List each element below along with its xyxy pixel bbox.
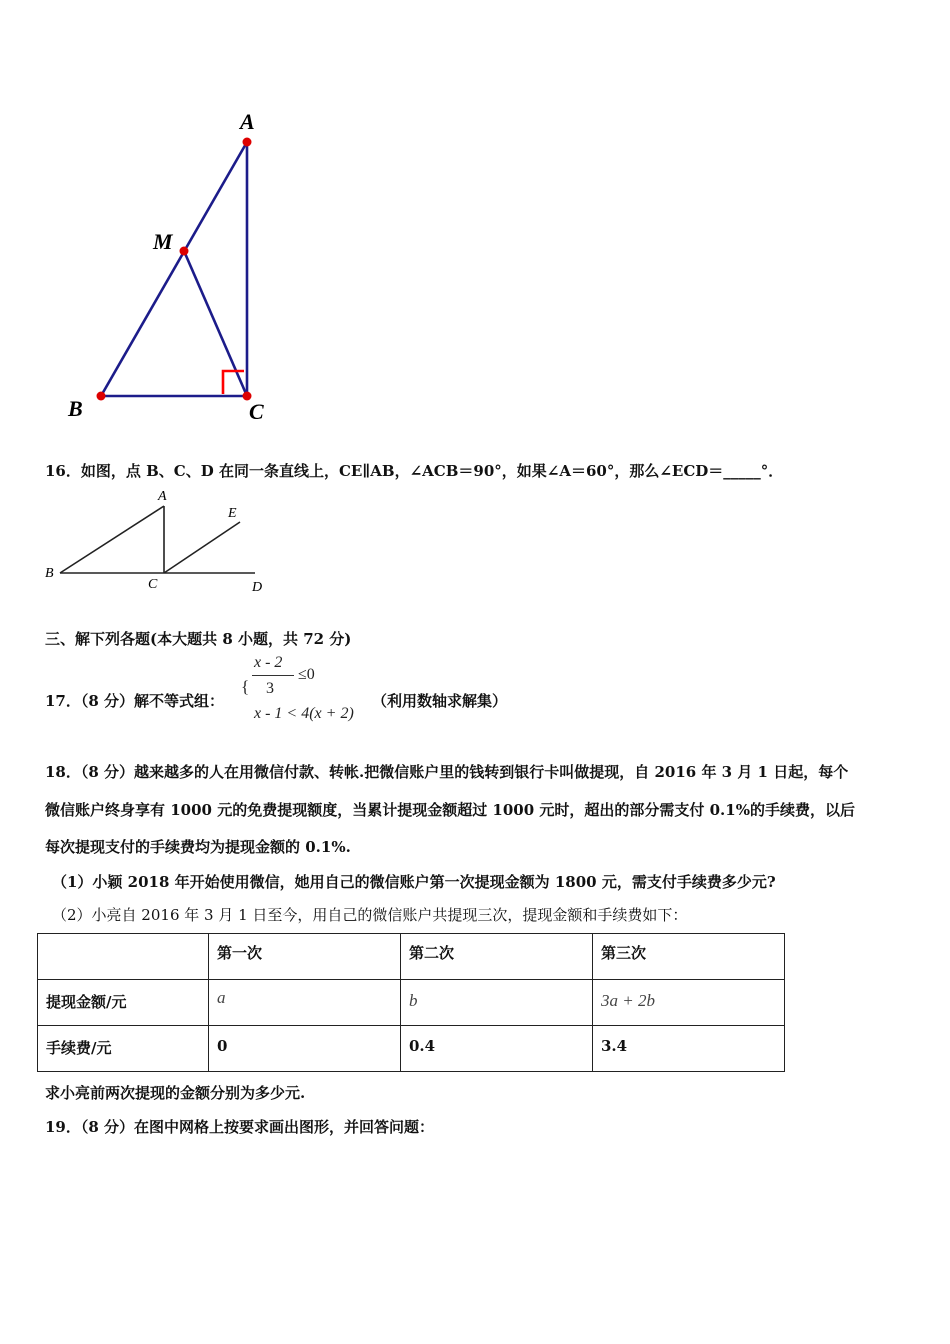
q16-label-b: B	[45, 566, 54, 581]
q16-label-c: C	[148, 577, 158, 592]
q16-number: 16．	[45, 462, 81, 480]
table-header: 第二次	[401, 934, 593, 980]
point-a	[243, 138, 252, 147]
q17-denominator: 3	[266, 680, 274, 697]
q17-numerator: x - 2	[254, 654, 283, 671]
table-header: 第三次	[593, 934, 785, 980]
section3-title: 三、解下列各题(本大题共 8 小题，共 72 分)	[45, 630, 352, 648]
table-cell: 3.4	[593, 1026, 785, 1072]
table-cell: 0.4	[401, 1026, 593, 1072]
q19-text: 19．（8 分）在图中网格上按要求画出图形，并回答问题：	[45, 1118, 435, 1136]
q18-ask: 求小亮前两次提现的金额分别为多少元.	[45, 1084, 306, 1102]
q17-fraction-bar	[252, 675, 294, 676]
withdrawal-table	[37, 933, 785, 1072]
q16-label-d: D	[252, 580, 263, 595]
table-header: 第一次	[209, 934, 401, 980]
q16-body: 如图，点 B、C、D 在同一条直线上，CE∥AB，∠ACB＝90°，如果∠A＝60°，那么∠ECD＝_____°．	[80, 462, 784, 480]
q16-label-a: A	[158, 489, 167, 504]
table-row	[38, 980, 785, 1026]
point-b	[97, 392, 106, 401]
table-header-row	[38, 934, 785, 980]
q16-label-e: E	[228, 506, 237, 521]
label-b: B	[68, 396, 83, 421]
q16-figure	[40, 485, 280, 600]
q17-inequality-2: x - 1 < 4(x + 2)	[254, 705, 354, 722]
q18-sub-1: （1）小颖 2018 年开始使用微信，她用自己的微信账户第一次提现金额为 1800 元，需支付手续费多少元?	[52, 873, 776, 891]
table-cell: b	[401, 980, 593, 1026]
segment-ce	[164, 522, 240, 573]
segment-ab	[101, 142, 247, 396]
point-m	[180, 247, 189, 256]
q17-brace: {	[241, 677, 250, 696]
table-cell: 3a + 2b	[593, 980, 785, 1026]
q17-suffix: （利用数轴求解集）	[372, 692, 508, 710]
q17-le-zero: ≤0	[298, 666, 315, 683]
q16-text	[45, 460, 783, 481]
segment-ba	[60, 506, 164, 573]
table-row-label: 提现金额/元	[38, 980, 209, 1026]
label-a: A	[240, 109, 255, 134]
segment-mc	[184, 251, 247, 396]
table-row-label: 手续费/元	[38, 1026, 209, 1072]
table-cell	[38, 934, 209, 980]
q18-sub-2: （2）小亮自 2016 年 3 月 1 日至今，用自己的微信账户共提现三次，提现金额和手续费如下：	[52, 906, 688, 924]
triangle-figure	[60, 105, 290, 435]
q18-line-2: 微信账户终身享有 1000 元的免费提现额度，当累计提现金额超过 1000 元时，超出的部分需支付 0.1%的手续费，以后	[45, 801, 855, 819]
label-m: M	[153, 229, 173, 254]
q18-line-3: 每次提现支付的手续费均为提现金额的 0.1%.	[45, 838, 351, 856]
table-cell: 0	[209, 1026, 401, 1072]
table-row	[38, 1026, 785, 1072]
table-cell: a	[209, 980, 401, 1026]
label-c: C	[249, 399, 264, 424]
q18-line-1: 18．（8 分）越来越多的人在用微信付款、转帐.把微信账户里的钱转到银行卡叫做提现，自 2016 年 3 月 1 日起，每个	[45, 763, 849, 781]
q17-prefix: 17．（8 分）解不等式组：	[45, 692, 225, 710]
